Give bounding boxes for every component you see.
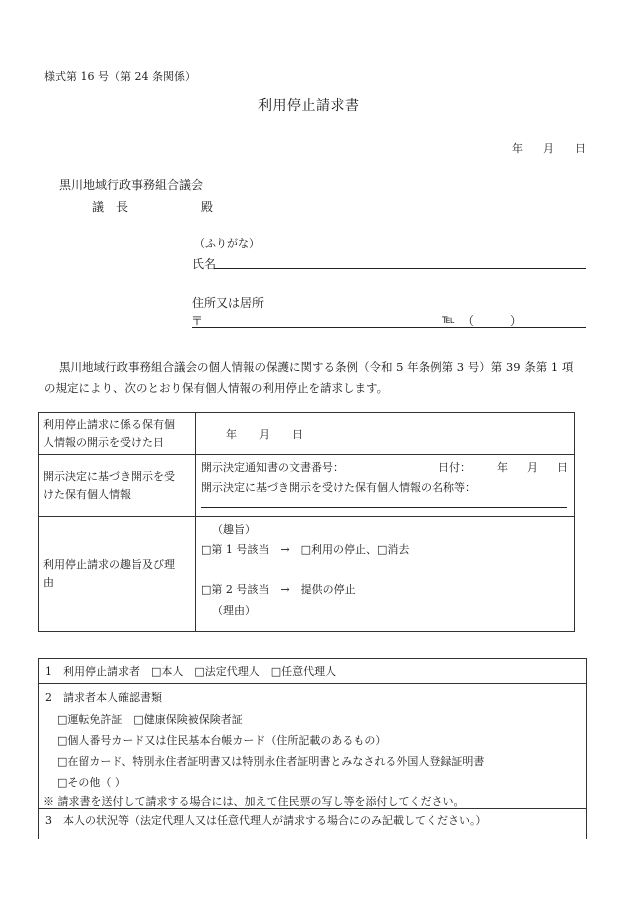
table-row: [39, 413, 575, 455]
tel-label: ℡: [442, 312, 455, 326]
section3-text: 3 本人の状況等（法定代理人又は任意代理人が請求する場合にのみ記載してください。）: [45, 814, 487, 827]
form-number: 様式第 16 号（第 24 条関係）: [44, 70, 196, 83]
postal-mark: 〒: [191, 314, 204, 328]
tel-parens: （ ）: [462, 314, 523, 328]
doc-date-day: 日: [557, 461, 568, 474]
disclosure-date-label-cell: [39, 413, 196, 455]
reason-label: （理由）: [212, 604, 256, 617]
recipient-org: 黒川地域行政事務組合議会: [59, 178, 204, 192]
disclosure-date-label-line2: 人情報の開示を受けた日: [43, 435, 164, 449]
section1-row: [39, 659, 586, 684]
purpose-option-1[interactable]: □第 1 号該当 → □利用の停止、□消去: [201, 543, 410, 556]
doc-date-month: 月: [527, 461, 538, 474]
disclosed-info-label-line2: けた保有個人情報: [43, 487, 131, 501]
address-field[interactable]: [192, 327, 586, 328]
info-name-label: 開示決定に基づき開示を受けた保有個人情報の名称等：: [201, 481, 476, 494]
disclosed-info-label-line1: 開示決定に基づき開示を受: [43, 469, 175, 483]
page-title: 利用停止請求書: [258, 98, 360, 114]
furigana-label: （ふりがな）: [194, 237, 260, 250]
disclosure-date-value: 年 月 日: [226, 427, 303, 441]
section1-text[interactable]: 1 利用停止請求者 □本人 □法定代理人 □任意代理人: [45, 665, 337, 678]
disclosure-date-value-cell[interactable]: [196, 413, 575, 455]
date-day: 日: [575, 142, 586, 155]
section2-block: [39, 684, 586, 809]
section2-heading: 2 請求者本人確認書類: [45, 691, 162, 704]
date-month: 月: [543, 142, 554, 155]
purpose-option-2[interactable]: □第 2 号該当 → 提供の停止: [201, 583, 356, 596]
id-doc-item-1[interactable]: □運転免許証 □健康保険被保険者証: [57, 713, 243, 726]
body-text-line2: の規定により、次のとおり保有個人情報の利用停止を請求します。: [44, 381, 389, 395]
date-year: 年: [512, 142, 523, 155]
purpose-reason-label-cell: [39, 517, 196, 632]
info-name-field[interactable]: [201, 507, 567, 508]
section2-note: ※ 請求書を送付して請求する場合には、加えて住民票の写し等を添付してください。: [43, 795, 465, 808]
disclosed-info-value-cell[interactable]: [196, 455, 575, 517]
date-label: 日付：: [438, 461, 471, 474]
purpose-label: （趣旨）: [212, 523, 256, 536]
disclosed-info-label-cell: [39, 455, 196, 517]
name-field[interactable]: [214, 268, 586, 269]
address-label: 住所又は居所: [192, 296, 265, 310]
purpose-reason-value-cell[interactable]: [196, 517, 575, 632]
requester-info-box: [38, 658, 587, 839]
name-label: 氏名: [192, 257, 217, 271]
doc-date-year: 年: [497, 461, 508, 474]
purpose-reason-label-line1: 利用停止請求の趣旨及び理: [43, 558, 175, 571]
table-row: [39, 455, 575, 517]
purpose-reason-label-line2: 由: [43, 576, 54, 589]
id-doc-item-4[interactable]: □その他（ ）: [57, 776, 126, 789]
recipient-title: 議 長: [92, 200, 129, 214]
recipient-honorific: 殿: [201, 200, 214, 214]
id-doc-item-3[interactable]: □在留カード、特別永住者証明書又は特別永住者証明書とみなされる外国人登録証明書: [57, 755, 485, 768]
table-row: [39, 517, 575, 632]
disclosure-date-label-line1: 利用停止請求に係る保有個: [43, 417, 175, 431]
doc-number-label: 開示決定通知書の文書番号：: [201, 461, 344, 474]
id-doc-item-2[interactable]: □個人番号カード又は住民基本台帳カード（住所記載のあるもの）: [57, 734, 387, 747]
body-text-line1: 黒川地域行政事務組合議会の個人情報の保護に関する条例（令和 5 年条例第 3 号）第 39 条第 1 項: [59, 360, 574, 374]
request-details-table: [38, 412, 575, 632]
section3-row: [39, 809, 586, 837]
